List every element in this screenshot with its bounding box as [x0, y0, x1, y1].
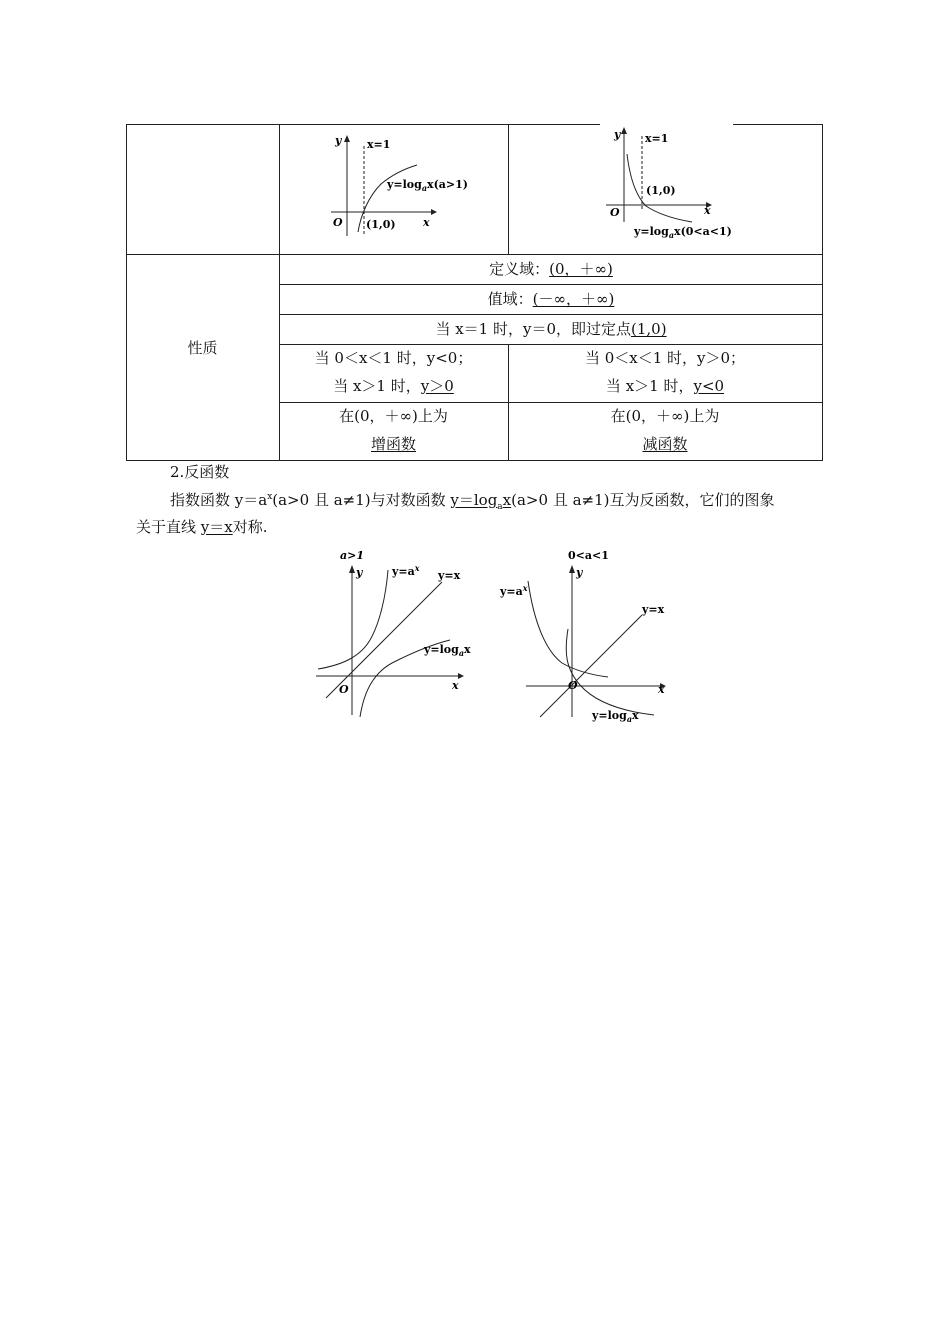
table-col-divider [508, 124, 509, 255]
log-function-table [126, 124, 823, 461]
range-row [279, 284, 823, 314]
table-top-border [126, 124, 600, 125]
range-value: (－∞，＋∞) [532, 290, 615, 308]
section-heading: 2.反函数 [170, 463, 230, 481]
sign-value: y<0 [693, 377, 725, 395]
inverse-graph-0-lt-a-lt-1 [496, 545, 676, 727]
origin-label: O [568, 679, 578, 692]
log-curve-label: $y=\log_ax$ [424, 643, 471, 658]
sign-cell-decreasing [508, 344, 822, 400]
x-axis-label: x [658, 683, 665, 696]
table-top-border-right [733, 124, 823, 125]
inverse-graph-a-gt-1 [312, 545, 472, 717]
exp-curve-label: $y=a^x$ [500, 583, 528, 598]
asymptote-label: x=1 [367, 138, 391, 151]
origin-label: O [610, 206, 620, 219]
monotonic-cell-decreasing [508, 402, 822, 458]
fixed-point-value: (1,0) [631, 320, 667, 338]
inverse-function-paragraph-line2: 关于直线 y＝x对称. [136, 518, 268, 536]
sign-line: 当 0＜x＜1 时，y<0； [314, 349, 473, 367]
exp-curve-label: $y=a^x$ [392, 563, 420, 578]
y-axis-label: y [356, 566, 363, 579]
monotonic-value: 增函数 [370, 435, 416, 453]
curve-label: $y=\log_ax(a>1)$ [387, 178, 468, 193]
y-axis-label: y [576, 566, 583, 579]
condition-label: 0<a<1 [568, 549, 609, 562]
log-graph-increasing [321, 132, 471, 244]
origin-label: O [339, 683, 349, 696]
domain-row [279, 254, 823, 284]
sign-line: 当 x＞1 时，y＞0 [333, 377, 454, 395]
curve-label: $y=\log_ax(0<a<1)$ [634, 225, 732, 240]
fixed-point-label: (1,0) [366, 218, 396, 231]
fixed-point-text: 当 x＝1 时，y＝0，即过定点 [435, 320, 631, 338]
log-graph-decreasing [600, 124, 740, 244]
monotonic-line: 在(0，＋∞)上为 [610, 407, 720, 425]
fixed-point-label: (1,0) [646, 184, 676, 197]
range-prefix: 值域： [487, 290, 533, 308]
origin-label: O [333, 216, 343, 229]
sign-line: 当 0＜x＜1 时，y＞0； [584, 349, 746, 367]
y-axis-label: y [614, 128, 621, 141]
table-bottom-border [126, 460, 823, 461]
inverse-function-answer: $y=\log_ax$ [450, 491, 512, 512]
identity-line-label: y=x [438, 569, 461, 582]
properties-label: 性质 [187, 339, 218, 357]
x-axis-label: x [704, 204, 711, 217]
log-curve-label: $y=\log_ax$ [592, 709, 639, 724]
monotonic-line: 在(0，＋∞)上为 [339, 407, 448, 425]
sign-cell-increasing [279, 344, 508, 400]
x-axis-label: x [452, 679, 459, 692]
domain-value: (0，＋∞) [549, 260, 613, 278]
sign-value: y＞0 [420, 377, 454, 395]
identity-line-label: y=x [642, 603, 665, 616]
monotonic-value: 减函数 [642, 435, 688, 453]
condition-label: a>1 [340, 549, 364, 562]
domain-prefix: 定义域： [489, 260, 550, 278]
asymptote-label: x=1 [645, 132, 669, 145]
monotonic-cell-increasing [279, 402, 508, 458]
symmetry-line-answer: y＝x [200, 518, 233, 536]
sign-line: 当 x＞1 时，y<0 [605, 377, 725, 395]
inverse-function-paragraph-line1: 指数函数 $y=a^x(a>0$ 且 a≠1)与对数函数 $y=\log_ax(a>0$ 且 a≠1)互为反函数，它们的图象 [170, 491, 775, 512]
fixed-point-row [279, 314, 823, 344]
y-axis-label: y [335, 134, 342, 147]
x-axis-label: x [423, 216, 430, 229]
table-left-border [126, 124, 127, 461]
